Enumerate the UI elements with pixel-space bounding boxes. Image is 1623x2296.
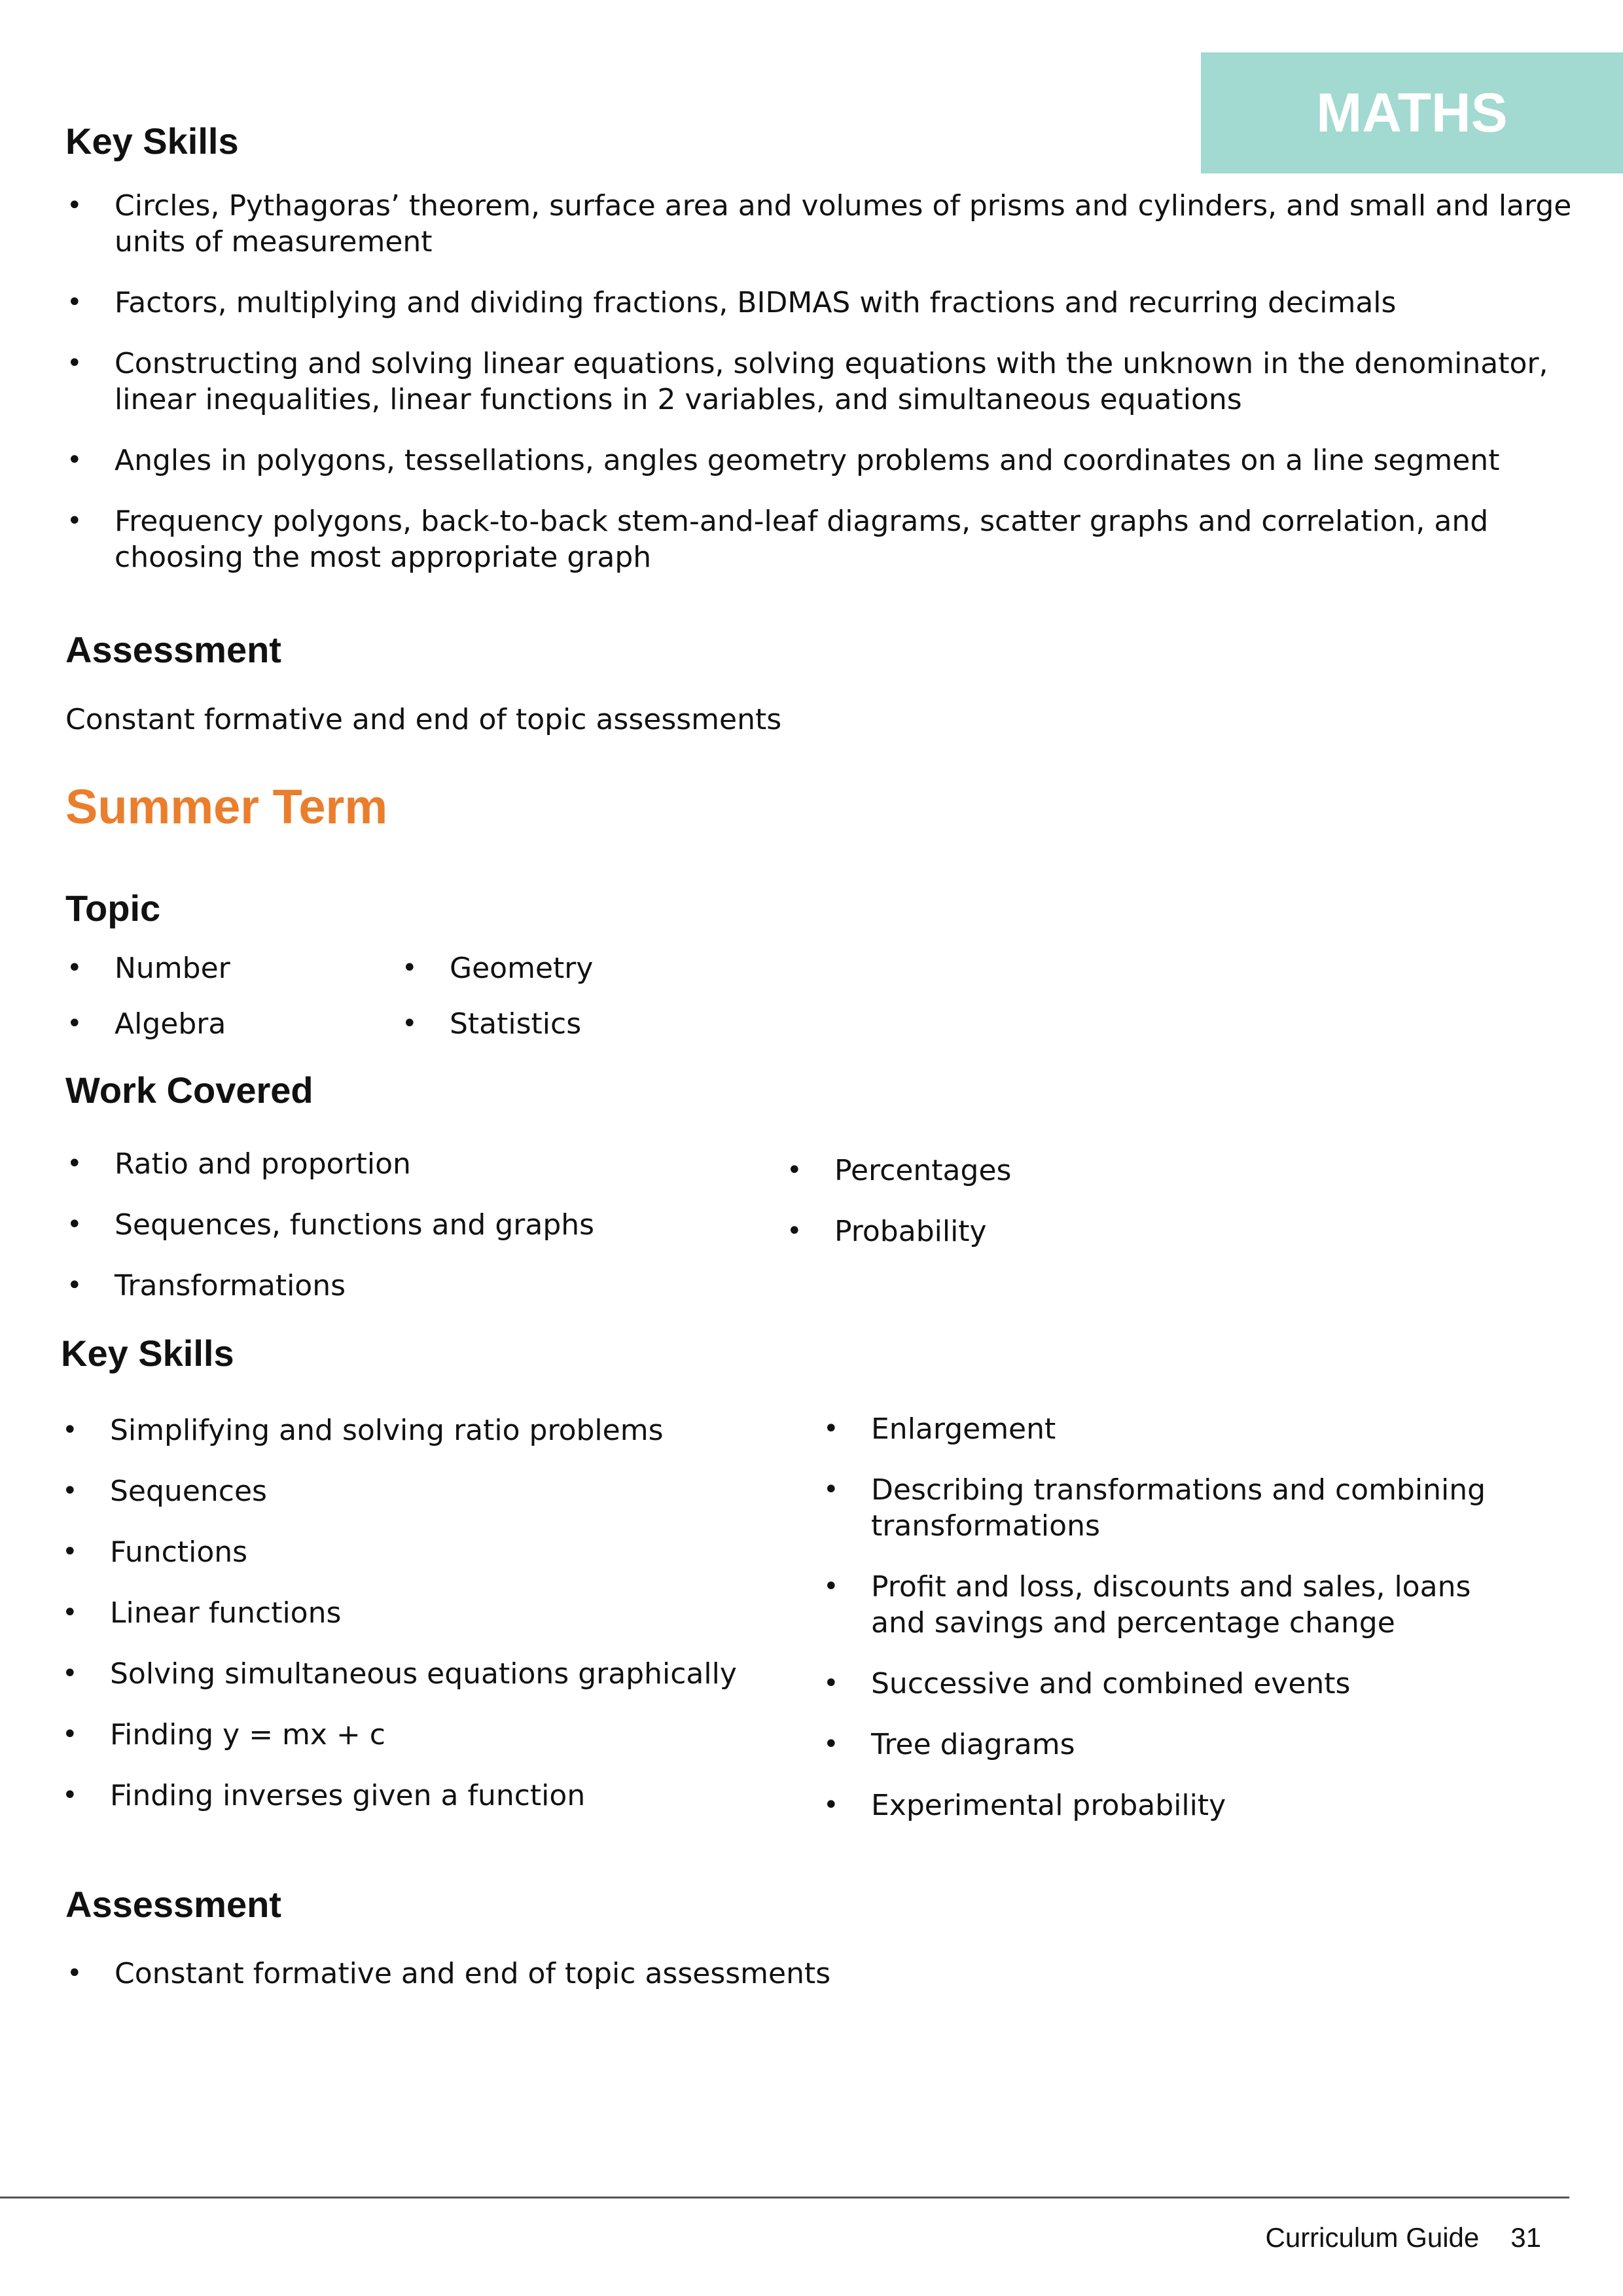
list-item [65,1207,753,1243]
list-item [65,188,1607,260]
list-item-text: Constructing and solving linear equations, solving equations with the unknown in the denominator, linear inequalities, linear functions in 2 variables, and simultaneous equations [115,347,1548,416]
page-number: 31 [1510,2222,1541,2253]
bullet-icon: • [787,1155,802,1185]
bullet-icon: • [823,1668,839,1698]
list-item-text: Transformations [115,1269,346,1302]
list-item-text: Finding y = mx + c [110,1718,385,1751]
bullet-icon: • [67,190,82,221]
topic-list-right [401,950,593,1062]
bullet-icon: • [62,1415,78,1445]
footer-label: Curriculum Guide [1265,2222,1480,2253]
list-item [65,503,1607,575]
list-item-text: Profit and loss, discounts and sales, loans and savings and percentage change [871,1570,1471,1640]
list-item [822,1411,1529,1447]
list-item-text: Constant formative and end of topic assessments [115,1957,831,1990]
key-skills-list [65,188,1607,600]
list-item-text: Solving simultaneous equations graphically [110,1657,737,1691]
list-item-text: Tree diagrams [871,1728,1075,1761]
summer-assessment-list [65,1956,1047,2017]
list-item-text: Angles in polygons, tessellations, angles geometry problems and coordinates on a line segment [115,444,1500,477]
bullet-icon: • [823,1729,839,1759]
footer-divider [0,2197,1569,2198]
bullet-icon: • [67,1958,82,1988]
list-item [65,1006,230,1042]
topic-heading: Topic [65,888,161,929]
list-item-text: Factors, multiplying and dividing fractions, BIDMAS with fractions and recurring decimals [115,286,1397,319]
summer-key-skills-list-right [822,1411,1529,1848]
list-item [65,285,1607,321]
list-item-text: Experimental probability [871,1789,1226,1822]
summer-key-skills-heading: Key Skills [61,1333,234,1374]
list-item [65,346,1607,418]
list-item-text: Percentages [834,1154,1012,1187]
list-item [65,1268,753,1304]
bullet-icon: • [62,1598,78,1628]
bullet-icon: • [67,1270,82,1300]
bullet-icon: • [67,287,82,317]
summer-key-skills-list-left [61,1412,794,1839]
list-item [822,1727,1529,1763]
bullet-icon: • [67,348,82,378]
bullet-icon: • [62,1537,78,1567]
list-item [822,1787,1529,1823]
list-item [785,1153,1472,1189]
list-item [61,1595,794,1631]
list-item-text: Ratio and proportion [115,1147,411,1181]
list-item-text: Functions [110,1535,248,1569]
list-item-text: Geometry [450,952,594,985]
bullet-icon: • [823,1414,839,1444]
list-item [61,1473,794,1509]
list-item [61,1412,794,1448]
list-item-text: Successive and combined events [871,1667,1351,1700]
work-covered-heading: Work Covered [65,1069,313,1111]
bullet-icon: • [787,1216,802,1246]
list-item [401,1006,593,1042]
list-item [65,442,1607,478]
list-item-text: Simplifying and solving ratio problems [110,1414,664,1447]
list-item-text: Number [115,952,230,985]
list-item [61,1778,794,1814]
list-item-text: Linear functions [110,1596,342,1630]
bullet-icon: • [62,1659,78,1689]
list-item [822,1569,1529,1641]
assessment-heading: Assessment [65,629,281,670]
summer-assessment-heading: Assessment [65,1884,281,1925]
list-item [785,1213,1472,1249]
list-item-text: Finding inverses given a function [110,1779,586,1812]
list-item [401,950,593,986]
list-item [61,1717,794,1753]
bullet-icon: • [62,1780,78,1810]
summer-term-title: Summer Term [65,780,388,834]
list-item [61,1656,794,1692]
work-covered-list-right [785,1153,1472,1274]
list-item-text: Sequences [110,1475,267,1508]
topic-list-left [65,950,230,1062]
assessment-text: Constant formative and end of topic assessments [65,703,782,736]
bullet-icon: • [67,1009,82,1039]
list-item-text: Statistics [450,1007,582,1041]
list-item [822,1472,1529,1544]
key-skills-heading: Key Skills [65,120,239,162]
list-item-text: Enlargement [871,1412,1056,1446]
bullet-icon: • [823,1475,839,1505]
bullet-icon: • [402,1009,418,1039]
bullet-icon: • [67,1210,82,1240]
bullet-icon: • [62,1476,78,1506]
bullet-icon: • [62,1719,78,1749]
page-footer [1266,2222,1542,2253]
bullet-icon: • [823,1790,839,1820]
list-item-text: Circles, Pythagoras’ theorem, surface area and volumes of prisms and cylinders, and small and large units of measurement [115,189,1572,259]
list-item-text: Probability [834,1215,987,1248]
work-covered-list-left [65,1146,753,1329]
list-item-text: Frequency polygons, back-to-back stem-and-leaf diagrams, scatter graphs and correlation, and choosing the most appropriate graph [115,505,1489,574]
subject-tag: MATHS [1201,52,1623,173]
list-item [61,1534,794,1570]
list-item [65,950,230,986]
bullet-icon: • [67,445,82,475]
list-item-text: Algebra [115,1007,226,1041]
list-item [822,1666,1529,1702]
list-item [65,1146,753,1182]
list-item-text: Describing transformations and combining transformations [871,1473,1486,1543]
bullet-icon: • [823,1571,839,1602]
bullet-icon: • [67,953,82,983]
bullet-icon: • [67,506,82,536]
bullet-icon: • [402,953,418,983]
list-item-text: Sequences, functions and graphs [115,1208,595,1242]
bullet-icon: • [67,1149,82,1179]
list-item [65,1956,1047,1992]
